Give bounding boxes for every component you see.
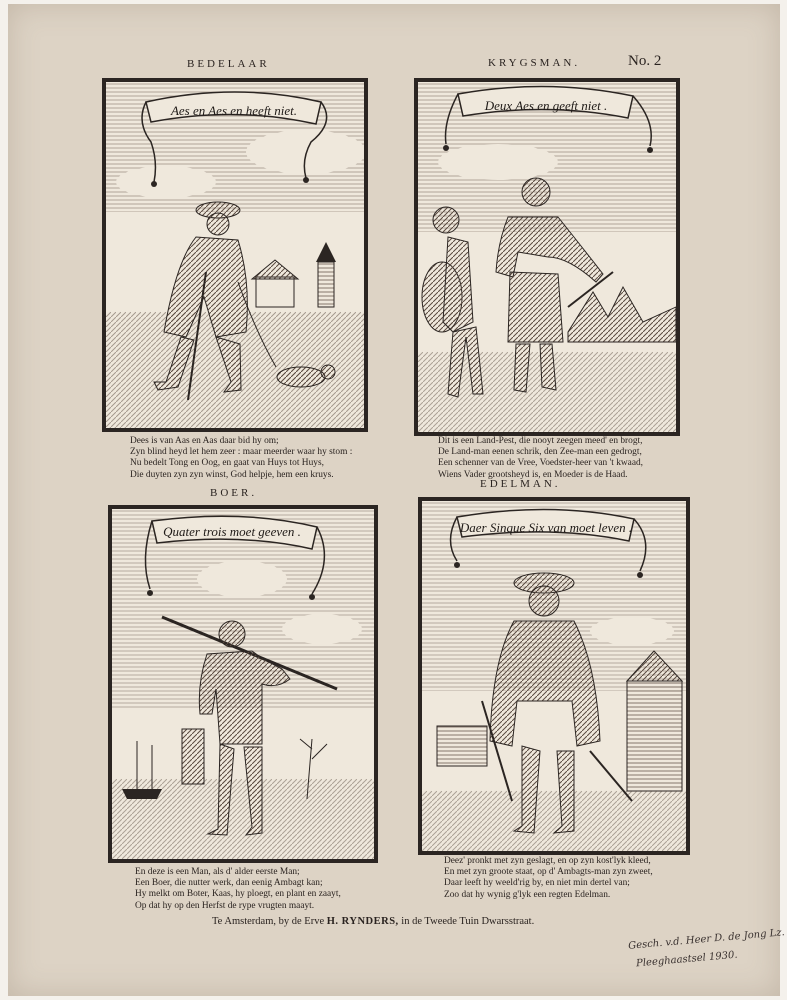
verse-line: En met zyn groote staat, op d' Ambagts-man zyn zweet, — [444, 867, 653, 878]
verse-line: En deze is een Man, als d' alder eerste Man; — [135, 867, 300, 877]
woodcut-edelman-image — [422, 501, 686, 851]
printer-imprint — [212, 916, 534, 927]
verse-line: De Land-man eenen schrik, den Zee-man een gedrogt, — [438, 447, 642, 458]
heading-krygsman: KRYGSMAN. — [488, 57, 581, 69]
verse-line: Nu bedelt Tong en Oog, en gaat van Huys tot Huys, — [130, 458, 324, 469]
sheet-number: No. 2 — [628, 53, 662, 69]
handwritten-note-line2: Pleeghaastsel 1930. — [635, 949, 739, 970]
verse-boer — [135, 867, 341, 912]
heading-boer: BOER. — [210, 487, 258, 499]
verse-line: Een Boer, die nutter werk, dan eenig Ambagt kan; — [135, 878, 323, 889]
verse-krygsman — [438, 436, 643, 481]
woodcut-bedelaar-image — [106, 82, 364, 428]
banner-bedelaar: Aes en Aes en heeft niet. — [170, 103, 298, 118]
woodcut-boer-image — [112, 509, 374, 859]
verse-line: Daar leeft hy weeld'rig by, en niet min dertel van; — [444, 878, 630, 889]
woodcut-boer — [108, 505, 378, 863]
verse-bedelaar — [130, 436, 352, 481]
imprint-printer-name: H. RYNDERS, — [326, 916, 399, 927]
verse-line: Zoo dat hy wynig g'lyk een regten Edelman. — [444, 889, 611, 900]
verse-line: Zyn blind heyd let hem zeer : maar meerder waar hy stom : — [130, 447, 353, 458]
verse-line: Die duyten zyn zyn winst, God helpje, hem een kruys. — [130, 469, 334, 480]
verse-edelman — [444, 856, 653, 901]
woodcut-krygsman-image — [418, 82, 676, 432]
banner-krygsman: Deux Aes en geeft niet . — [484, 98, 608, 113]
woodcut-bedelaar — [102, 78, 368, 432]
verse-line: Dit is een Land-Pest, die nooyt zeegen meed' en brogt, — [438, 436, 643, 446]
banner-edelman: Daer Sinque Six van moet leven . — [459, 520, 633, 535]
verse-line: Wiens Vader grootsheyd is, en Moeder is de Haad. — [438, 469, 628, 480]
heading-bedelaar: BEDELAAR — [187, 58, 270, 70]
verse-line: Deez' pronkt met zyn geslagt, en op zyn kost'lyk kleed, — [444, 856, 651, 866]
verse-line: Dees is van Aas en Aas daar bid hy om; — [130, 436, 279, 446]
imprint-address: in de Tweede Tuin Dwarsstraat. — [401, 916, 535, 927]
handwritten-note-line1: Gesch. v.d. Heer D. de Jong Lz. — [627, 927, 786, 952]
imprint-prefix: Te Amsterdam, by de Erve — [212, 916, 325, 927]
verse-line: Een schenner van de Vree, Voedster-heer van 't kwaad, — [438, 458, 644, 469]
woodcut-krygsman — [414, 78, 680, 436]
heading-edelman: EDELMAN. — [480, 478, 561, 490]
verse-line: Hy melkt om Boter, Kaas, hy ploegt, en plant en zaayt, — [135, 889, 341, 900]
woodcut-edelman — [418, 497, 690, 855]
banner-boer: Quater trois moet geeven . — [163, 524, 301, 539]
verse-line: Op dat hy op den Herfst de rype vrugten maayt. — [135, 900, 315, 911]
